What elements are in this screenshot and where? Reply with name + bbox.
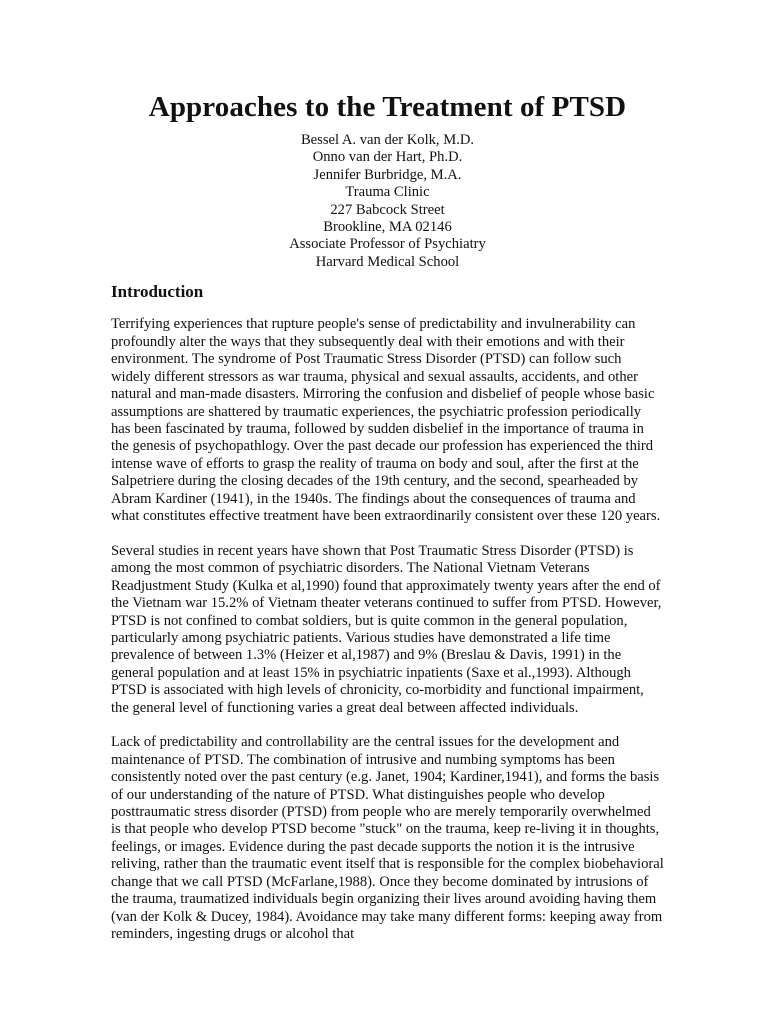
section-heading-introduction: Introduction — [111, 282, 204, 302]
affiliation-line: Trauma Clinic — [345, 184, 430, 201]
affiliation-line: Harvard Medical School — [315, 253, 460, 270]
affiliation-line: Associate Professor of Psychiatry — [289, 236, 486, 253]
body-paragraph: Terrifying experiences that rupture people's sense of predictability and invulnerability can profoundly alter the ways that they subsequently deal with their emotions and with their environment. The syndrome of Post Traumatic Stress Disorder (PTSD) can follow such widely different stressors as war trauma, physical and sexual assaults, accidents, and other natural and man-made disasters. Mirroring the confusion and disbelief of people whose basic assumptions are shattered by traumatic experiences, the psychiatric profession periodically has been fascinated by trauma, followed by sudden disbelief in the importance of trauma in the genesis of psychopathlogy. Over the past decade our profession has experienced the third intense wave of efforts to grasp the reality of trauma on body and soul, after the first at the Salpetriere during the closing decades of the 19th century, and the second, spearheaded by Abram Kardiner (1941), in the 1940s. The findings about the consequences of trauma and what constitutes effective treatment have been extraordinarily consistent over these 120 years. — [111, 316, 661, 525]
author-line: Bessel A. van der Kolk, M.D. — [300, 132, 475, 148]
author-block — [111, 132, 664, 271]
address-line: 227 Babcock Street — [330, 201, 445, 218]
body-paragraph: Lack of predictability and controllability are the central issues for the development and maintenance of PTSD. The combination of intrusive and numbing symptoms has been consistently noted over the past century (e.g. Janet, 1904; Kardiner,1941), and forms the basis of our understanding of the nature of PTSD. What distinguishes people who develop posttraumatic stress disorder (PTSD) from people who are merely temporarily overwhelmed is that people who develop PTSD become "stuck" on the trauma, keep re-living it in thoughts, feelings, or images. Evidence during the past decade supports the notion it is the intrusive reliving, rather than the traumatic event itself that is responsible for the complex biobehavioral change that we call PTSD (McFarlane,1988). Once they become dominated by intrusions of the trauma, traumatized individuals begin organizing their lives around avoiding having them (van der Kolk & Ducey, 1984). Avoidance may take many different forms: keeping away from reminders, ingesting drugs or alcohol that — [111, 734, 664, 943]
body-paragraph: Several studies in recent years have shown that Post Traumatic Stress Disorder (PTSD) is among the most common of psychiatric disorders. The National Vietnam Veterans Readjustment Study (Kulka et al,1990) found that approximately twenty years after the end of the Vietnam war 15.2% of Vietnam theater veterans continued to suffer from PTSD. However, PTSD is not confined to combat soldiers, but is quite common in the general population, particularly among psychiatric patients. Various studies have demonstrated a life time prevalence of between 1.3% (Heizer et al,1987) and 9% (Breslau & Davis, 1991) in the general population and at least 15% in psychiatric inpatients (Saxe et al.,1993). Although PTSD is associated with high levels of chronicity, co-morbidity and functional impairment, the general level of functioning varies a great deal between affected individuals. — [111, 542, 662, 716]
document-title: Approaches to the Treatment of PTSD — [148, 91, 627, 123]
address-line: Brookline, MA 02146 — [323, 219, 452, 236]
author-line: Jennifer Burbridge, M.A. — [313, 166, 462, 183]
author-line: Onno van der Hart, Ph.D. — [312, 149, 463, 166]
